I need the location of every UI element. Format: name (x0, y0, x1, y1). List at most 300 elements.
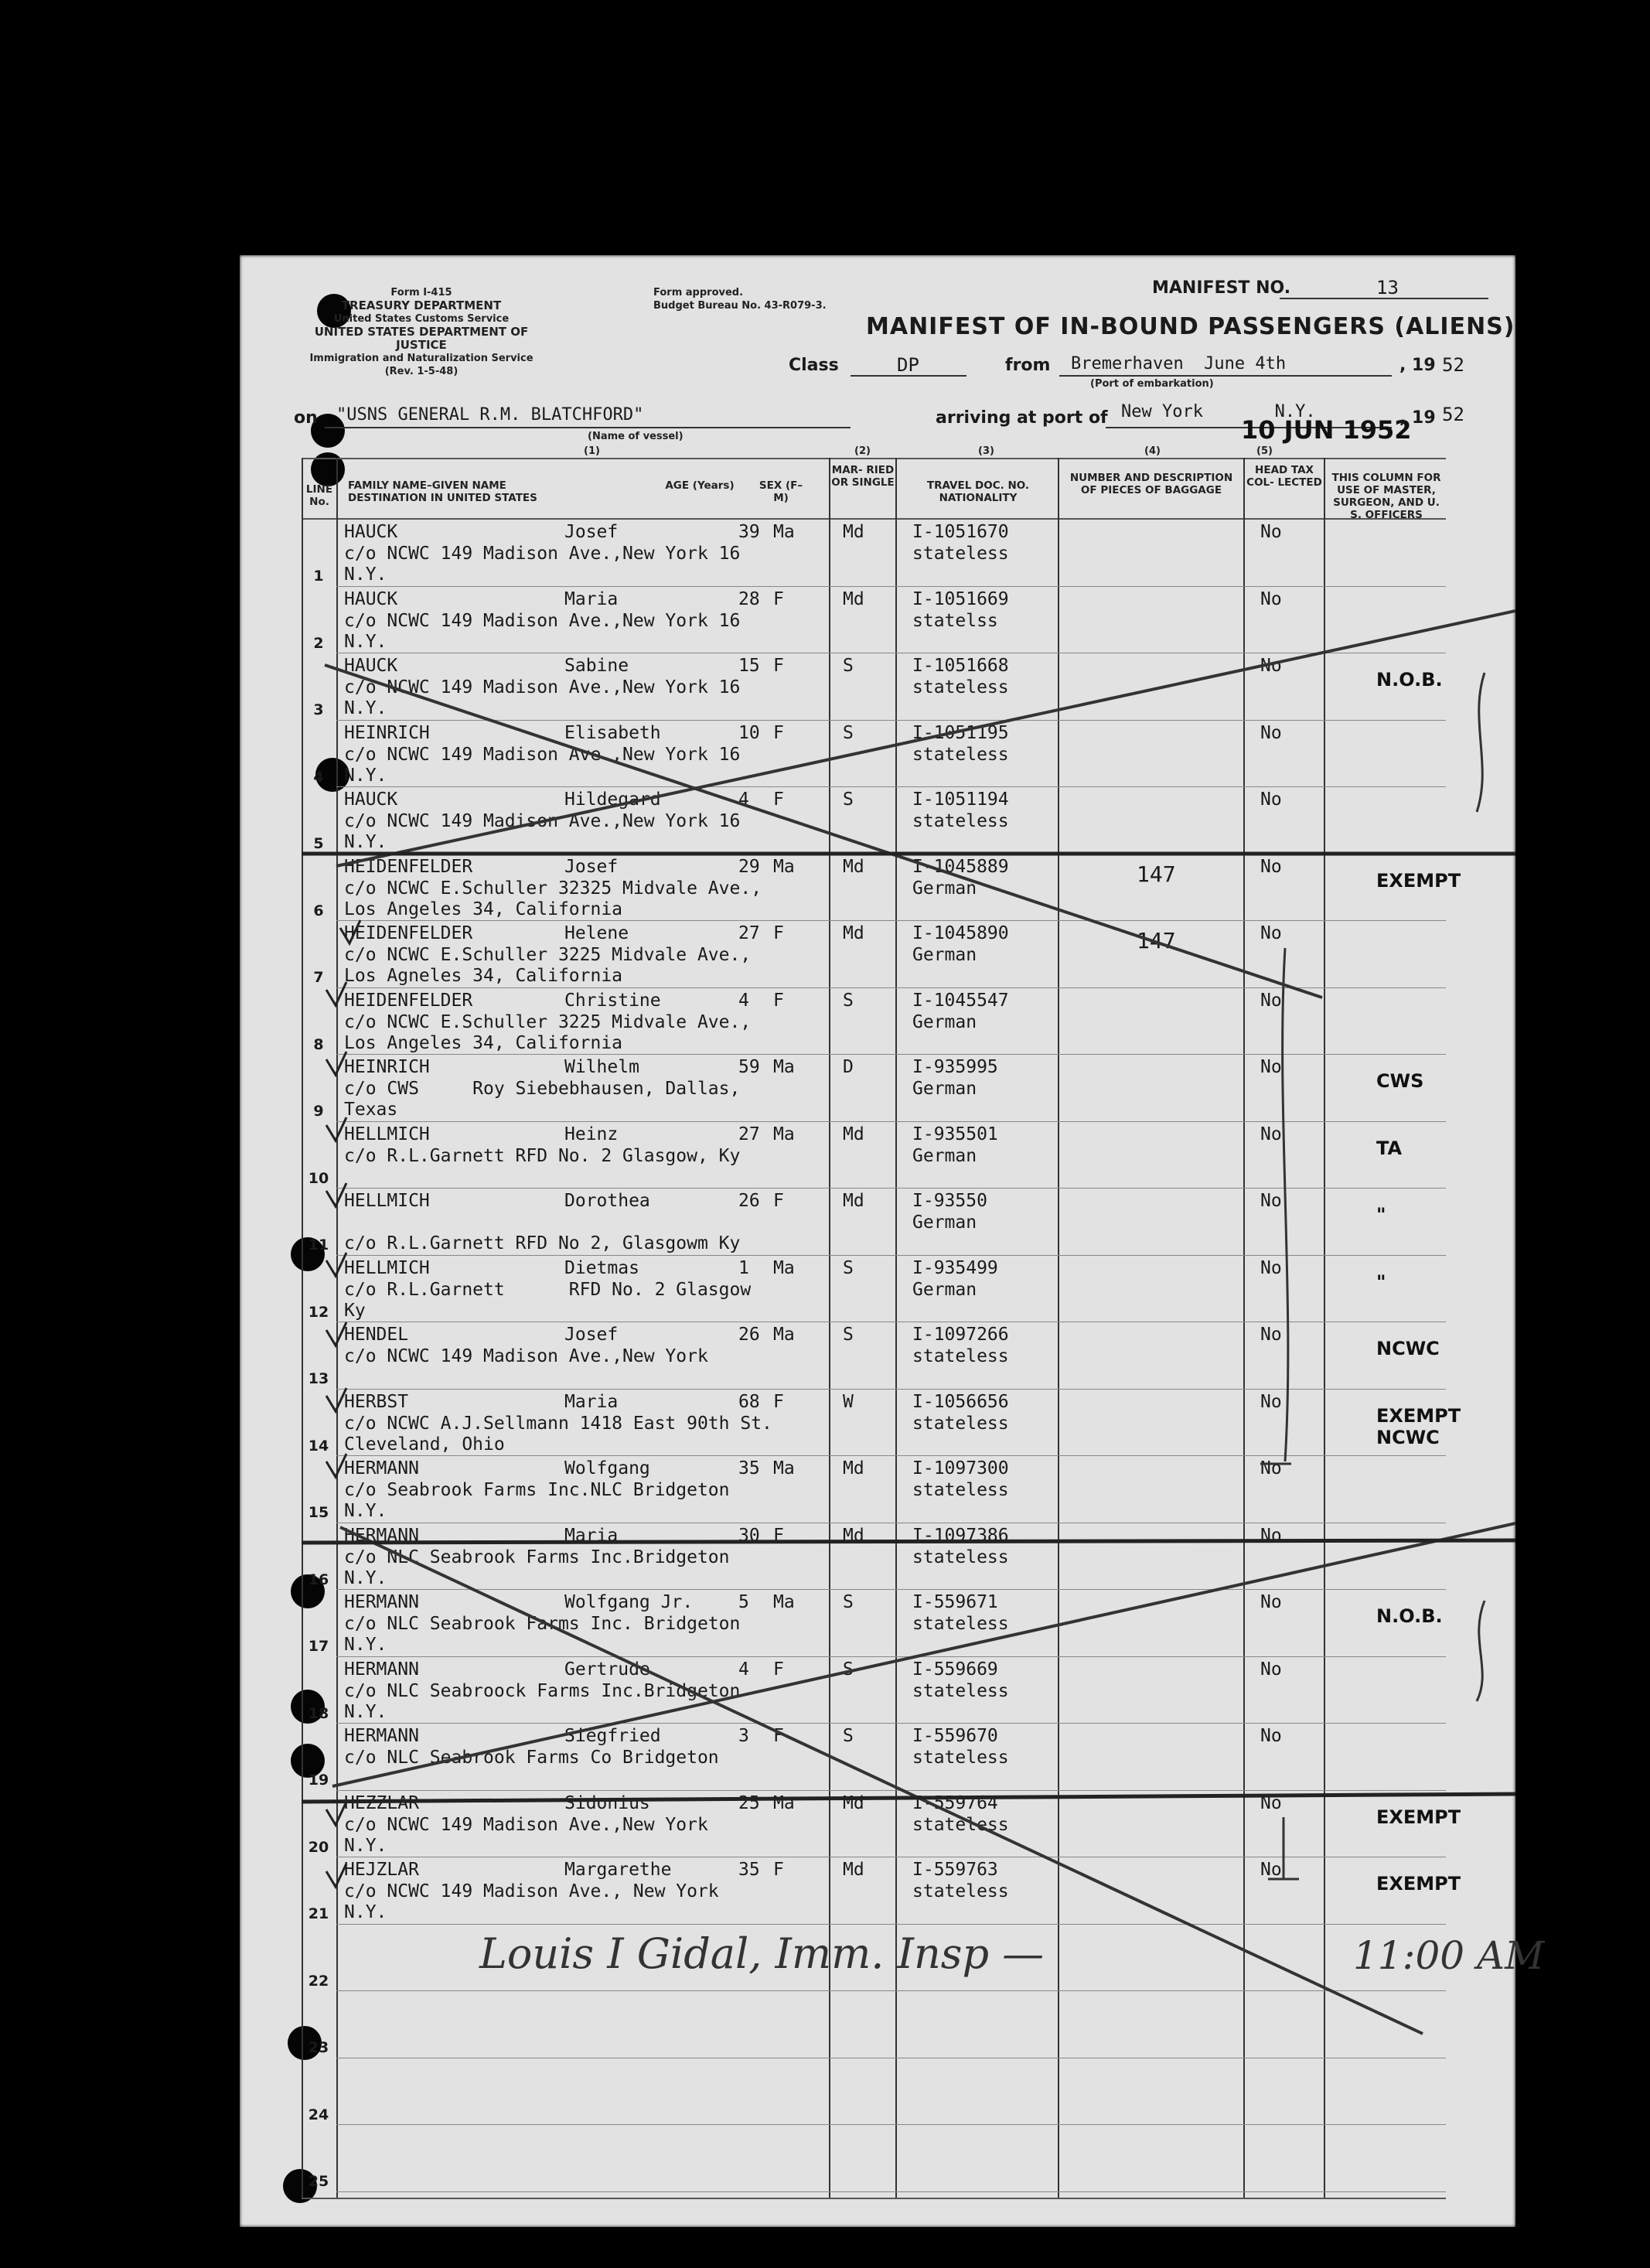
given-name: Sidonius (564, 1792, 650, 1813)
head-tax: No (1260, 923, 1282, 943)
marital-status: Md (843, 1792, 864, 1813)
nationality: stateless (912, 1480, 1009, 1500)
age: 59 (738, 1057, 760, 1077)
travel-doc-no: I-1056656 (912, 1391, 1009, 1412)
nationality: German (912, 1011, 977, 1032)
family-name: HEIDENFELDER (344, 856, 473, 877)
tax-bracket (1260, 948, 1291, 1464)
given-name: Wolfgang (564, 1458, 650, 1478)
manifest-sheet (240, 255, 1545, 2227)
sex: Ma (773, 1592, 795, 1612)
marital-status: S (843, 1726, 854, 1746)
head-tax: No (1260, 790, 1282, 810)
travel-doc-no: I-559670 (912, 1726, 998, 1746)
age: 35 (738, 1458, 760, 1478)
customs-service: United States Customs Service (333, 313, 510, 325)
check-mark (340, 920, 360, 943)
family-name: HAUCK (344, 656, 398, 676)
destination-line-2: Cleveland, Ohio (344, 1434, 505, 1455)
head-tax: No (1260, 1458, 1282, 1478)
given-name: Wolfgang Jr. (564, 1592, 694, 1612)
line-number: 21 (308, 1905, 329, 1922)
check-mark (326, 1183, 346, 1206)
family-name: HERMANN (344, 1659, 419, 1680)
destination-line-2: N.Y. (344, 1567, 387, 1588)
destination-line-2: N.Y. (344, 698, 387, 718)
age: 26 (738, 1191, 760, 1211)
check-mark (326, 982, 346, 1005)
destination-line-2: N.Y. (344, 1701, 387, 1722)
revision: (Rev. 1-5-48) (384, 366, 459, 377)
sex: Ma (773, 1792, 795, 1813)
col-num-5: (5) (1256, 445, 1273, 457)
travel-doc-no: I-935501 (912, 1124, 998, 1144)
line-number: 20 (308, 1838, 329, 1856)
family-name: HELLMICH (344, 1257, 430, 1278)
destination-line-1: c/o NCWC E.Schuller 3225 Midvale Ave., (344, 1011, 752, 1032)
destination-line-2: c/o R.L.Garnett RFD No 2, Glasgowm Ky (344, 1233, 741, 1253)
nationality: German (912, 1145, 977, 1166)
marital-status: S (843, 1325, 854, 1345)
line-number: 4 (313, 768, 324, 786)
given-name: Helene (564, 923, 629, 943)
nationality: statelss (912, 610, 998, 631)
age: 25 (738, 1792, 760, 1813)
inspection-time: 11:00 AM (1353, 1933, 1545, 1978)
marital-status: S (843, 990, 854, 1011)
col-num-2: (2) (854, 445, 871, 457)
travel-doc-no: I-1051670 (912, 522, 1009, 542)
travel-doc-no: I-1045890 (912, 923, 1009, 943)
manifest-no-value: 13 (1376, 277, 1399, 298)
class-value: DP (897, 354, 919, 376)
sex: F (773, 1391, 784, 1412)
check-mark (326, 1052, 346, 1075)
line-number: 24 (308, 2106, 329, 2123)
family-name: HERMANN (344, 1525, 419, 1546)
given-name: Josef (564, 856, 619, 877)
destination-line-1: c/o NLC Seabroock Farms Inc.Bridgeton (344, 1680, 741, 1701)
destination-line-1: c/o NCWC 149 Madison Ave.,New York (344, 1814, 708, 1835)
officer-note: EXEMPT (1376, 1873, 1461, 1895)
travel-doc-no: I-1051668 (912, 656, 1009, 676)
line-number: 1 (313, 568, 324, 585)
line-number: 13 (308, 1370, 329, 1387)
officer-note: EXEMPT (1376, 869, 1461, 892)
check-mark (326, 1388, 346, 1411)
family-name: HEJZLAR (344, 1860, 419, 1880)
line-number: 15 (308, 1504, 329, 1521)
given-name: Siegfried (564, 1726, 661, 1746)
head-tax: No (1260, 722, 1282, 743)
given-name: Hildegard (564, 790, 661, 810)
marital-status: S (843, 1659, 854, 1680)
age: 27 (738, 1124, 760, 1144)
line-number: 9 (313, 1103, 324, 1120)
line-number: 23 (308, 2039, 329, 2056)
sex: Ma (773, 1325, 795, 1345)
age: 35 (738, 1860, 760, 1880)
nationality: German (912, 1279, 977, 1300)
family-name: HEINRICH (344, 1057, 430, 1077)
destination-line-1: c/o CWS Roy Siebebhausen, Dallas, (344, 1079, 741, 1099)
line-number: 10 (308, 1169, 329, 1187)
budget-bureau: Budget Bureau No. 43-R079-3. (653, 300, 827, 312)
destination-line-1: c/o NCWC A.J.Sellmann 1418 East 90th St. (344, 1413, 772, 1434)
destination-line-2: N.Y. (344, 564, 387, 585)
hdr-sex: SEX (F–M) (759, 479, 803, 504)
sex: Ma (773, 856, 795, 877)
baggage-count: 147 (1137, 928, 1176, 953)
travel-doc-no: I-1051195 (912, 722, 1009, 743)
given-name: Gertrude (564, 1659, 650, 1680)
family-name: HENDEL (344, 1325, 409, 1345)
head-tax: No (1260, 990, 1282, 1011)
marital-status: Md (843, 1191, 864, 1211)
line-number: 5 (313, 835, 324, 852)
family-name: HAUCK (344, 588, 398, 609)
destination-line-1: c/o R.L.Garnett RFD No. 2 Glasgow, Ky (344, 1145, 741, 1166)
age: 68 (738, 1391, 760, 1412)
head-tax: No (1260, 1257, 1282, 1278)
ruled-stroke (302, 1794, 1515, 1802)
head-tax: No (1260, 1792, 1282, 1813)
travel-doc-no: I-1045889 (912, 856, 1009, 877)
given-name: Maria (564, 1525, 619, 1546)
sex: F (773, 1525, 784, 1546)
destination-line-2: N.Y. (344, 832, 387, 852)
sex: F (773, 790, 784, 810)
travel-doc-no: I-1097300 (912, 1458, 1009, 1478)
travel-doc-no: I-1051194 (912, 790, 1009, 810)
sex: Ma (773, 1458, 795, 1478)
sex: Ma (773, 1124, 795, 1144)
head-tax: No (1260, 1525, 1282, 1546)
family-name: HERMANN (344, 1592, 419, 1612)
officer-note: CWS (1376, 1070, 1424, 1092)
officer-note: " (1376, 1204, 1386, 1226)
check-mark (326, 1322, 346, 1345)
sex: Ma (773, 1057, 795, 1077)
age: 30 (738, 1525, 760, 1546)
age: 4 (738, 790, 749, 810)
check-mark (326, 1253, 346, 1276)
vessel-caption: (Name of vessel) (588, 431, 684, 442)
inspector-signature: Louis I Gidal, Imm. Insp — (479, 1929, 1045, 1978)
nationality: stateless (912, 1748, 1009, 1768)
age: 28 (738, 588, 760, 609)
family-name: HAUCK (344, 522, 398, 542)
age: 1 (738, 1257, 749, 1278)
given-name: Maria (564, 588, 619, 609)
nationality: German (912, 1079, 977, 1099)
check-mark (326, 1117, 346, 1141)
destination-line-1: c/o NCWC 149 Madison Ave., New York (344, 1881, 719, 1901)
nationality: stateless (912, 1680, 1009, 1701)
destination-line-2: Los Agneles 34, California (344, 966, 623, 986)
form-approved: Form approved. (653, 287, 744, 298)
sex: F (773, 990, 784, 1011)
marital-status: Md (843, 1860, 864, 1880)
destination-line-2: N.Y. (344, 631, 387, 652)
officer-note: EXEMPT (1376, 1806, 1461, 1828)
destination-line-2: N.Y. (344, 1635, 387, 1655)
line-number: 2 (313, 634, 324, 652)
age: 27 (738, 923, 760, 943)
given-name: Elisabeth (564, 722, 661, 743)
sex: F (773, 923, 784, 943)
nationality: stateless (912, 1814, 1009, 1835)
marital-status: S (843, 1592, 854, 1612)
hdr-age: AGE (Years) (665, 479, 735, 492)
marital-status: Md (843, 923, 864, 943)
on-label: on (294, 408, 318, 428)
destination-line-1: c/o NLC Seabrook Farms Co Bridgeton (344, 1748, 719, 1768)
check-mark (326, 1454, 346, 1477)
arriving-label: arriving at port of (936, 408, 1108, 428)
baggage-count: 147 (1137, 861, 1176, 887)
given-name: Wilhelm (564, 1057, 639, 1077)
travel-doc-no: I-559763 (912, 1860, 998, 1880)
head-tax: No (1260, 1860, 1282, 1880)
sex: F (773, 722, 784, 743)
travel-doc-no: I-559764 (912, 1792, 998, 1813)
destination-line-1: c/o NCWC 149 Madison Ave.,New York 16 (344, 811, 741, 831)
sex: F (773, 1659, 784, 1680)
nationality: stateless (912, 677, 1009, 697)
line-number: 19 (308, 1772, 329, 1789)
head-tax: No (1260, 588, 1282, 609)
hdr-line-no: LINE No. (305, 483, 333, 508)
officer-note: TA (1376, 1137, 1403, 1159)
sex: Ma (773, 1257, 795, 1278)
family-name: HEINRICH (344, 722, 430, 743)
family-name: HEZZLAR (344, 1792, 419, 1813)
marital-status: Md (843, 1458, 864, 1478)
arrival-date-stamp: 10 JUN 1952 (1241, 415, 1412, 445)
sex: F (773, 1726, 784, 1746)
cross-out-stroke (325, 665, 1322, 998)
col-num-1: (1) (584, 445, 600, 457)
marital-status: Md (843, 1124, 864, 1144)
age: 15 (738, 656, 760, 676)
head-tax: No (1260, 1124, 1282, 1144)
age: 10 (738, 722, 760, 743)
destination-line-1: c/o NCWC 149 Madison Ave.,New York 16 (344, 544, 741, 564)
line-number: 18 (308, 1704, 329, 1722)
line-number: 6 (313, 902, 324, 919)
destination-line-2: Texas (344, 1100, 398, 1120)
hdr-family-name: FAMILY NAME–GIVEN NAME DESTINATION IN UNITED STATES (348, 479, 537, 504)
sex: F (773, 588, 784, 609)
marital-status: Md (843, 856, 864, 877)
given-name: Margarethe (564, 1860, 672, 1880)
initials-stroke (1477, 1601, 1485, 1701)
line-number: 11 (308, 1236, 329, 1253)
head-tax: No (1260, 1191, 1282, 1211)
travel-doc-no: I-1097266 (912, 1325, 1009, 1345)
head-tax: No (1260, 1325, 1282, 1345)
given-name: Josef (564, 522, 619, 542)
travel-doc-no: I-935499 (912, 1257, 998, 1278)
given-name: Maria (564, 1391, 619, 1412)
nationality: German (912, 878, 977, 899)
destination-line-2: N.Y. (344, 765, 387, 786)
embarkation-caption: (Port of embarkation) (1090, 378, 1214, 390)
line-number: 12 (308, 1303, 329, 1321)
age: 29 (738, 856, 760, 877)
destination-line-1: c/o NCWC 149 Madison Ave.,New York 16 (344, 677, 741, 697)
head-tax: No (1260, 1057, 1282, 1077)
col-num-3: (3) (978, 445, 994, 457)
nationality: stateless (912, 544, 1009, 564)
col-num-4: (4) (1144, 445, 1161, 457)
hdr-travel-doc: TRAVEL DOC. NO. NATIONALITY (926, 479, 1030, 504)
destination-line-2: N.Y. (344, 1501, 387, 1521)
hdr-head-tax: HEAD TAX COL- LECTED (1246, 464, 1322, 489)
destination-line-1: c/o NLC Seabrook Farms Inc. Bridgeton (344, 1614, 741, 1634)
marital-status: Md (843, 588, 864, 609)
destination-line-2: N.Y. (344, 1835, 387, 1856)
marital-status: S (843, 656, 854, 676)
form-number: Form I-415 (390, 287, 452, 298)
nationality: stateless (912, 1346, 1009, 1366)
head-tax: No (1260, 1391, 1282, 1412)
nationality: stateless (912, 1881, 1009, 1901)
line-number: 22 (308, 1972, 329, 1990)
marital-status: S (843, 1257, 854, 1278)
destination-line-1: c/o NCWC 149 Madison Ave.,New York 16 (344, 610, 741, 631)
nationality: stateless (912, 1547, 1009, 1567)
head-tax: No (1260, 1659, 1282, 1680)
hdr-baggage: NUMBER AND DESCRIPTION OF PIECES OF BAGGAGE (1069, 472, 1233, 496)
nationality: German (912, 1212, 977, 1233)
family-name: HEIDENFELDER (344, 923, 473, 943)
sex: F (773, 1860, 784, 1880)
family-name: HELLMICH (344, 1191, 430, 1211)
hdr-officers: THIS COLUMN FOR USE OF MASTER, SURGEON, AND U. S. OFFICERS (1331, 472, 1441, 521)
family-name: HAUCK (344, 790, 398, 810)
from-label: from (1005, 356, 1051, 375)
travel-doc-no: I-1045547 (912, 990, 1009, 1011)
destination-line-1: c/o Seabrook Farms Inc.NLC Bridgeton (344, 1480, 730, 1500)
head-tax: No (1260, 656, 1282, 676)
given-name: Dorothea (564, 1191, 650, 1211)
age: 26 (738, 1325, 760, 1345)
marital-status: S (843, 722, 854, 743)
given-name: Sabine (564, 656, 629, 676)
family-name: HERMANN (344, 1726, 419, 1746)
nationality: stateless (912, 744, 1009, 765)
travel-doc-no: I-1051669 (912, 588, 1009, 609)
family-name: HEIDENFELDER (344, 990, 473, 1011)
travel-doc-no: I-559671 (912, 1592, 998, 1612)
nationality: stateless (912, 1413, 1009, 1434)
age: 39 (738, 522, 760, 542)
sex: F (773, 1191, 784, 1211)
vessel-name: "USNS GENERAL R.M. BLATCHFORD" (336, 405, 644, 425)
destination-line-2: N.Y. (344, 1902, 387, 1922)
check-mark (326, 1802, 346, 1825)
arrival-port: New York N.Y. (1121, 402, 1316, 421)
ins-service: Immigration and Naturalization Service (309, 353, 534, 364)
officer-note: NCWC (1376, 1338, 1440, 1359)
year-prefix-1: , 19 (1399, 356, 1436, 375)
embarkation-value: Bremerhaven June 4th (1071, 354, 1287, 373)
treasury-dept: TREASURY DEPARTMENT (341, 298, 502, 312)
age: 5 (738, 1592, 749, 1612)
travel-doc-no: I-559669 (912, 1659, 998, 1680)
marital-status: Md (843, 522, 864, 542)
nationality: stateless (912, 1614, 1009, 1634)
given-name: Christine (564, 990, 661, 1011)
year-value-2: 52 (1442, 404, 1464, 425)
family-name: HERMANN (344, 1458, 419, 1478)
check-mark (326, 1864, 346, 1887)
line-number: 14 (308, 1437, 329, 1455)
family-name: HELLMICH (344, 1124, 430, 1144)
year-prefix-2: , 19 (1399, 408, 1436, 428)
head-tax: No (1260, 1726, 1282, 1746)
family-name: HERBST (344, 1391, 409, 1412)
sex: F (773, 656, 784, 676)
head-tax: No (1260, 856, 1282, 877)
travel-doc-no: I-1097386 (912, 1525, 1009, 1546)
destination-line-1: c/o NCWC 149 Madison Ave.,New York 16 (344, 744, 741, 765)
head-tax: No (1260, 522, 1282, 542)
destination-line-2: Ky (344, 1300, 366, 1321)
hdr-married: MAR- RIED OR SINGLE (831, 464, 895, 489)
travel-doc-no: I-93550 (912, 1191, 987, 1211)
class-label: Class (789, 356, 839, 375)
line-number: 7 (313, 969, 324, 986)
nationality: stateless (912, 811, 1009, 831)
manifest-title: MANIFEST OF IN-BOUND PASSENGERS (ALIENS) (866, 313, 1515, 340)
sex: Ma (773, 522, 795, 542)
given-name: Dietmas (564, 1257, 639, 1278)
line-number: 8 (313, 1035, 324, 1053)
year-value-1: 52 (1442, 354, 1464, 376)
cross-out-stroke (332, 1523, 1515, 1786)
travel-doc-no: I-935995 (912, 1057, 998, 1077)
destination-line-2: Los Angeles 34, California (344, 1032, 623, 1053)
line-number: 3 (313, 701, 324, 718)
officer-note: N.O.B. (1376, 1605, 1443, 1627)
age: 4 (738, 1659, 749, 1680)
destination-line-2: Los Angeles 34, California (344, 899, 623, 919)
officer-note: EXEMPT NCWC (1376, 1404, 1461, 1448)
line-number: 16 (308, 1571, 329, 1588)
cross-out-stroke (336, 611, 1515, 866)
age: 3 (738, 1726, 749, 1746)
tax-bracket (1268, 1817, 1299, 1879)
destination-line-1: c/o NCWC E.Schuller 32325 Midvale Ave., (344, 878, 762, 899)
destination-line-1: c/o NLC Seabrook Farms Inc.Bridgeton (344, 1547, 730, 1567)
age: 4 (738, 990, 749, 1011)
destination-line-1: c/o NCWC E.Schuller 3225 Midvale Ave., (344, 945, 752, 965)
justice-dept: UNITED STATES DEPARTMENT OF JUSTICE (314, 325, 529, 352)
marital-status: W (843, 1391, 854, 1412)
ruled-stroke (302, 1540, 1515, 1543)
marital-status: S (843, 790, 854, 810)
marital-status: Md (843, 1525, 864, 1546)
destination-line-1: c/o R.L.Garnett RFD No. 2 Glasgow (344, 1279, 752, 1300)
officer-note: N.O.B. (1376, 669, 1443, 691)
line-number: 25 (308, 2173, 329, 2190)
marital-status: D (843, 1057, 854, 1077)
head-tax: No (1260, 1592, 1282, 1612)
manifest-no-label: MANIFEST NO. (1152, 278, 1291, 298)
